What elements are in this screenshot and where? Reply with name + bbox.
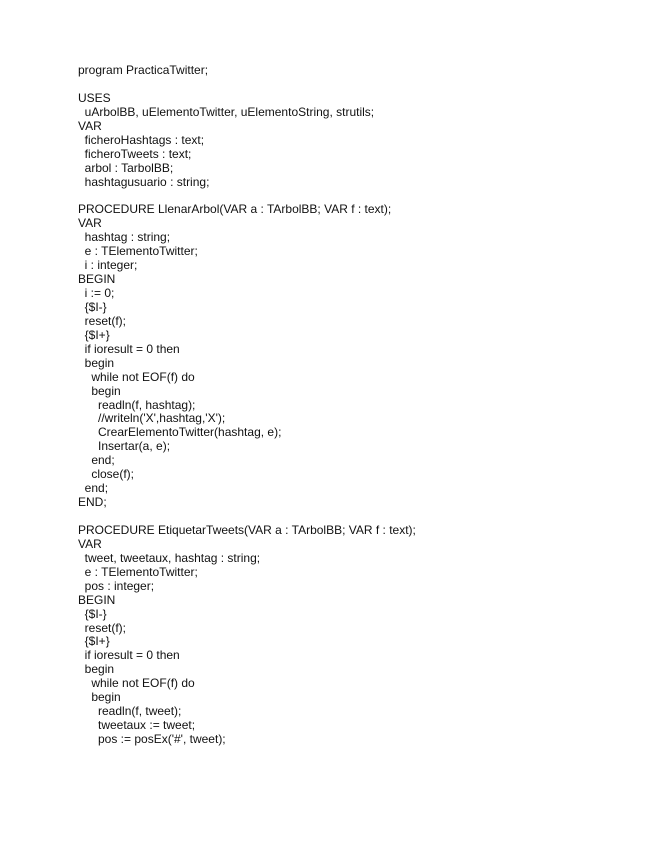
- code-line: if ioresult = 0 then: [78, 648, 180, 663]
- code-line: e : TElementoTwitter;: [78, 244, 198, 259]
- code-line: [78, 510, 638, 524]
- code-line: END;: [78, 495, 107, 510]
- code-line: uArbolBB, uElementoTwitter, uElementoString, strutils;: [78, 104, 375, 119]
- code-line: PROCEDURE EtiquetarTweets(VAR a : TArbolBB; VAR f : text);: [78, 522, 416, 537]
- code-line: BEGIN: [78, 592, 116, 607]
- code-line: {$I-}: [78, 606, 107, 621]
- code-line: arbol : TarbolBB;: [78, 160, 174, 175]
- code-line: {$I+}: [78, 327, 110, 342]
- code-line: begin: [78, 355, 115, 370]
- code-line: while not EOF(f) do: [78, 676, 195, 691]
- code-line: reset(f);: [78, 620, 127, 635]
- code-line: readln(f, tweet);: [78, 704, 182, 719]
- code-line: CrearElementoTwitter(hashtag, e);: [78, 425, 282, 440]
- code-line: {$I-}: [78, 299, 107, 314]
- code-line: VAR: [78, 118, 102, 133]
- code-line: PROCEDURE LlenarArbol(VAR a : TArbolBB; VAR f : text);: [78, 202, 392, 217]
- code-line: USES: [78, 90, 111, 105]
- code-line: i : integer;: [78, 258, 138, 273]
- code-line: [78, 189, 638, 203]
- code-line: tweet, tweetaux, hashtag : string;: [78, 550, 261, 565]
- code-line: VAR: [78, 216, 102, 231]
- code-line: ficheroTweets : text;: [78, 146, 192, 161]
- code-line: begin: [78, 662, 115, 677]
- code-line: BEGIN: [78, 272, 116, 287]
- code-line: hashtag : string;: [78, 230, 171, 245]
- code-line: program PracticaTwitter;: [78, 63, 209, 77]
- code-line: readln(f, hashtag);: [78, 397, 196, 412]
- code-line: VAR: [78, 536, 102, 551]
- code-line: reset(f);: [78, 313, 127, 328]
- code-line: begin: [78, 690, 121, 705]
- code-line: e : TElementoTwitter;: [78, 564, 198, 579]
- code-line: end;: [78, 481, 109, 496]
- code-line: if ioresult = 0 then: [78, 341, 180, 356]
- code-line: ficheroHashtags : text;: [78, 132, 205, 147]
- code-line: begin: [78, 383, 121, 398]
- code-line: pos : integer;: [78, 578, 155, 593]
- code-line: [78, 78, 638, 92]
- code-document: [78, 64, 638, 747]
- code-line: close(f);: [78, 467, 135, 482]
- code-line: i := 0;: [78, 286, 115, 300]
- code-line: while not EOF(f) do: [78, 369, 195, 384]
- code-line: hashtagusuario : string;: [78, 174, 210, 189]
- code-line: Insertar(a, e);: [78, 439, 171, 454]
- code-line: //writeln('X',hashtag,'X');: [78, 411, 226, 426]
- code-line: pos := posEx('#', tweet);: [78, 732, 226, 746]
- code-line: end;: [78, 453, 115, 468]
- code-line: tweetaux := tweet;: [78, 718, 196, 733]
- code-line: {$I+}: [78, 634, 110, 649]
